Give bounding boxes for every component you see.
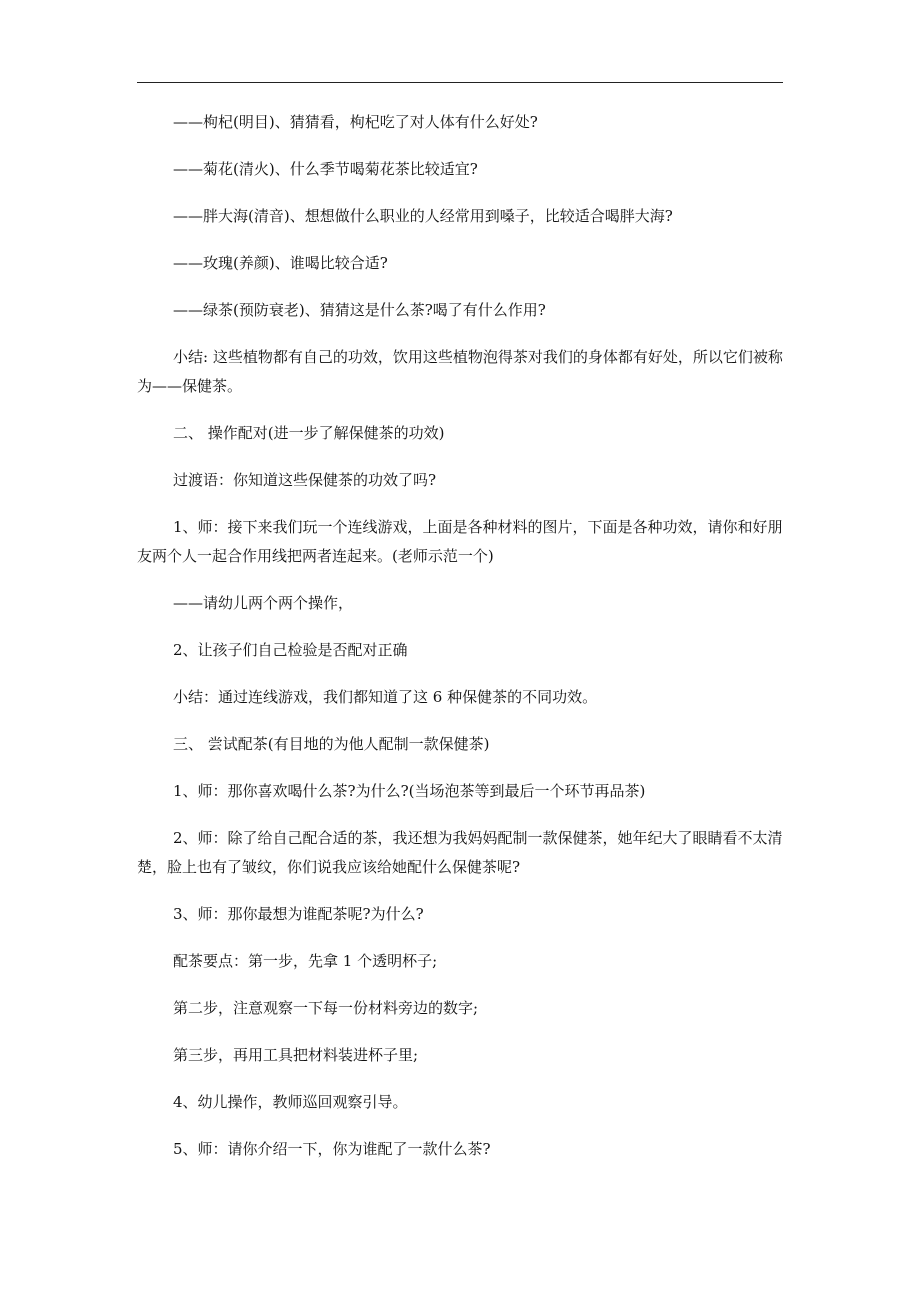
summary-paragraph: 小结: 这些植物都有自己的功效，饮用这些植物泡得茶对我们的身体都有好处，所以它们被称为——保健茶。 [137, 348, 783, 395]
paragraph: 1、师：接下来我们玩一个连线游戏，上面是各种材料的图片，下面是各种功效，请你和好朋友两个人一起合作用线把两者连起来。(老师示范一个) [137, 518, 783, 565]
paragraph: ——枸杞(明目)、猜猜看，枸杞吃了对人体有什么好处? [173, 113, 538, 131]
paragraph: 1、师：那你喜欢喝什么茶?为什么?(当场泡茶等到最后一个环节再品茶) [173, 782, 646, 800]
paragraph: 第二步，注意观察一下每一份材料旁边的数字; [173, 999, 479, 1017]
paragraph: ——玫瑰(养颜)、谁喝比较合适? [173, 254, 388, 272]
summary-paragraph: 小结：通过连线游戏，我们都知道了这 6 种保健茶的不同功效。 [173, 688, 598, 706]
paragraph: 5、师：请你介绍一下，你为谁配了一款什么茶? [173, 1140, 491, 1158]
paragraph: ——胖大海(清音)、想想做什么职业的人经常用到嗓子，比较适合喝胖大海? [173, 207, 673, 225]
section-heading: 二、 操作配对(进一步了解保健茶的功效) [173, 424, 445, 442]
paragraph: ——请幼儿两个两个操作， [173, 594, 354, 612]
section-heading: 三、 尝试配茶(有目地的为他人配制一款保健茶) [173, 735, 490, 753]
document-body [137, 108, 783, 1182]
paragraph: 第三步，再用工具把材料装进杯子里; [173, 1046, 419, 1064]
paragraph: 配茶要点：第一步，先拿 1 个透明杯子; [173, 952, 438, 970]
paragraph: 2、师：除了给自己配合适的茶，我还想为我妈妈配制一款保健茶，她年纪大了眼睛看不太清楚，脸上也有了皱纹，你们说我应该给她配什么保健茶呢? [137, 829, 783, 876]
paragraph: 过渡语：你知道这些保健茶的功效了吗? [173, 471, 437, 489]
header-rule [137, 82, 783, 83]
paragraph: 4、幼儿操作，教师巡回观察引导。 [173, 1093, 408, 1111]
paragraph: 3、师：那你最想为谁配茶呢?为什么? [173, 905, 424, 923]
paragraph: 2、让孩子们自己检验是否配对正确 [173, 641, 408, 659]
paragraph: ——绿茶(预防衰老)、猜猜这是什么茶?喝了有什么作用? [173, 301, 546, 319]
paragraph: ——菊花(清火)、什么季节喝菊花茶比较适宜? [173, 160, 478, 178]
